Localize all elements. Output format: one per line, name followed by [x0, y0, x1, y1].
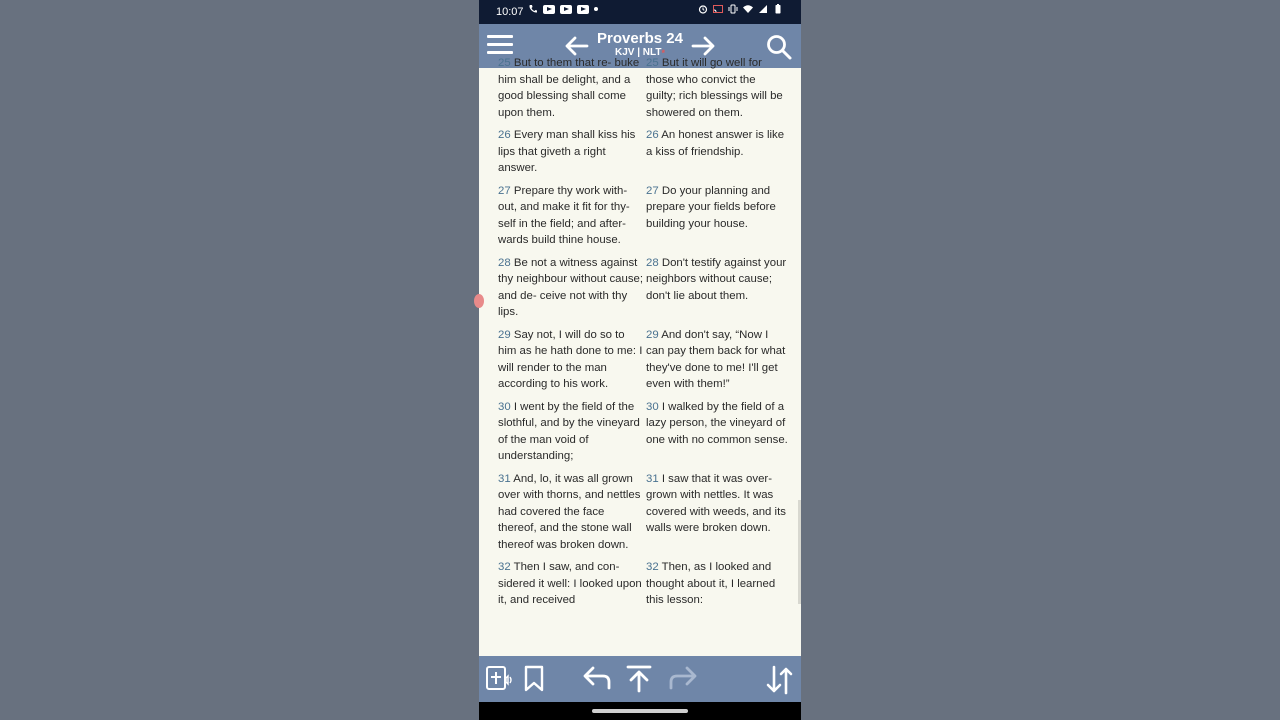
- nlt-verse[interactable]: [646, 399, 788, 465]
- verse-row[interactable]: [498, 183, 788, 249]
- verse-text: An honest answer is like a kiss of friendship.: [646, 129, 785, 158]
- verse-text: Don't testify against your neighbors without cause; don't lie about them.: [646, 256, 787, 302]
- verse-number[interactable]: 29: [646, 328, 659, 341]
- verse-text: But to them that re- buke him shall be delight, and a good blessing shall come upon them.: [498, 57, 640, 119]
- phone-screen: [479, 0, 801, 720]
- kjv-verse[interactable]: [498, 255, 646, 321]
- highlight-marker[interactable]: [474, 294, 484, 308]
- status-time: 10:07: [496, 6, 524, 18]
- menu-icon[interactable]: [487, 35, 513, 57]
- redo-icon[interactable]: [667, 664, 699, 694]
- nlt-verse[interactable]: [646, 327, 788, 393]
- kjv-verse[interactable]: [498, 399, 646, 465]
- signal-icon: [758, 4, 768, 14]
- verse-row[interactable]: [498, 127, 788, 177]
- cast-icon: [713, 4, 723, 14]
- kjv-verse[interactable]: [498, 55, 646, 121]
- bottom-toolbar: [479, 656, 801, 702]
- version-label[interactable]: KJV | NLT: [614, 47, 662, 58]
- verse-text: Do your planning and prepare your fields before building your house.: [646, 184, 776, 230]
- status-bar: [479, 0, 801, 24]
- call-icon: [528, 4, 538, 14]
- scrollbar[interactable]: [798, 500, 801, 604]
- scroll-top-icon[interactable]: [625, 664, 653, 694]
- kjv-verse[interactable]: [498, 183, 646, 249]
- youtube-icon: [560, 5, 572, 14]
- verse-number[interactable]: 28: [646, 256, 659, 269]
- kjv-verse[interactable]: [498, 559, 646, 609]
- verse-row[interactable]: [498, 471, 788, 554]
- verse-text: Say not, I will do so to him as he hath done to me: I will render to the man according to his work.: [498, 328, 643, 390]
- verse-row[interactable]: [498, 399, 788, 465]
- verse-row[interactable]: [498, 327, 788, 393]
- verse-number[interactable]: 28: [498, 256, 511, 269]
- verse-text: Then I saw, and con- sidered it well: I looked upon it, and received: [498, 561, 642, 606]
- verse-number[interactable]: 29: [498, 328, 511, 341]
- nlt-verse[interactable]: [646, 471, 788, 554]
- nlt-verse[interactable]: [646, 127, 788, 177]
- verse-text: But it will go well for those who convict the guilty; rich blessings will be showered on them.: [646, 57, 783, 119]
- verse-number[interactable]: 32: [646, 561, 659, 573]
- verse-number[interactable]: 30: [646, 400, 659, 413]
- system-nav-bar: [479, 702, 801, 720]
- youtube-icon: [543, 5, 555, 14]
- verse-text: Then, as I looked and thought about it, I learned this lesson:: [646, 561, 776, 606]
- vibrate-icon: [728, 4, 738, 14]
- verse-number[interactable]: 30: [498, 400, 511, 413]
- nlt-verse[interactable]: [646, 183, 788, 249]
- verse-text: And, lo, it was all grown over with thorns, and nettles had covered the face thereof, and the stone wall thereof was broken down.: [498, 472, 641, 551]
- battery-icon: [773, 4, 783, 14]
- verse-row[interactable]: [498, 255, 788, 321]
- verse-number[interactable]: 25: [498, 57, 511, 69]
- add-audio-icon[interactable]: [485, 664, 515, 694]
- kjv-verse[interactable]: [498, 471, 646, 554]
- kjv-verse[interactable]: [498, 127, 646, 177]
- verse-number[interactable]: 27: [646, 184, 659, 197]
- parallel-text[interactable]: [479, 57, 801, 656]
- verse-text: Every man shall kiss his lips that giveth a right answer.: [498, 129, 636, 174]
- youtube-icon: [577, 5, 589, 14]
- verse-text: Prepare thy work with- out, and make it fit for thy- self in the field; and after- wards build thine house.: [498, 184, 630, 246]
- verse-text: Be not a witness against thy neighbour without cause; and de- ceive not with thy lips.: [498, 256, 644, 318]
- wifi-icon: [743, 4, 753, 14]
- verse-row[interactable]: [498, 55, 788, 121]
- verse-number[interactable]: 25: [646, 57, 659, 69]
- system-icons: [698, 4, 783, 14]
- verse-number[interactable]: 31: [646, 472, 659, 485]
- nlt-verse[interactable]: [646, 559, 788, 609]
- verse-number[interactable]: 32: [498, 561, 511, 573]
- nlt-verse[interactable]: [646, 55, 788, 121]
- verse-number[interactable]: 26: [646, 129, 659, 141]
- nlt-verse[interactable]: [646, 255, 788, 321]
- verse-text: I went by the field of the slothful, and by the vineyard of the man void of understanding;: [498, 400, 640, 462]
- undo-icon[interactable]: [581, 664, 613, 694]
- home-gesture-handle[interactable]: [592, 709, 688, 713]
- verse-number[interactable]: 26: [498, 129, 511, 141]
- notification-icons: [528, 4, 598, 14]
- verse-row[interactable]: [498, 559, 788, 609]
- scroll-down-icon[interactable]: [765, 664, 795, 696]
- version-marker: *: [661, 48, 666, 58]
- verse-columns: [498, 55, 788, 615]
- verse-number[interactable]: 27: [498, 184, 511, 197]
- bookmark-icon[interactable]: [523, 664, 545, 694]
- verse-text: I walked by the field of a lazy person, the vineyard of one with no common sense.: [646, 400, 788, 446]
- verse-number[interactable]: 31: [498, 472, 511, 485]
- dot-icon: [594, 7, 598, 11]
- kjv-verse[interactable]: [498, 327, 646, 393]
- verse-text: And don't say, “Now I can pay them back for what they've done to me! I'll get even with them!”: [646, 328, 786, 390]
- verse-text: I saw that it was over- grown with nettles. It was covered with weeds, and its walls were broken down.: [646, 472, 786, 534]
- book-chapter[interactable]: Proverbs 24: [597, 30, 683, 47]
- alarm-icon: [698, 4, 708, 14]
